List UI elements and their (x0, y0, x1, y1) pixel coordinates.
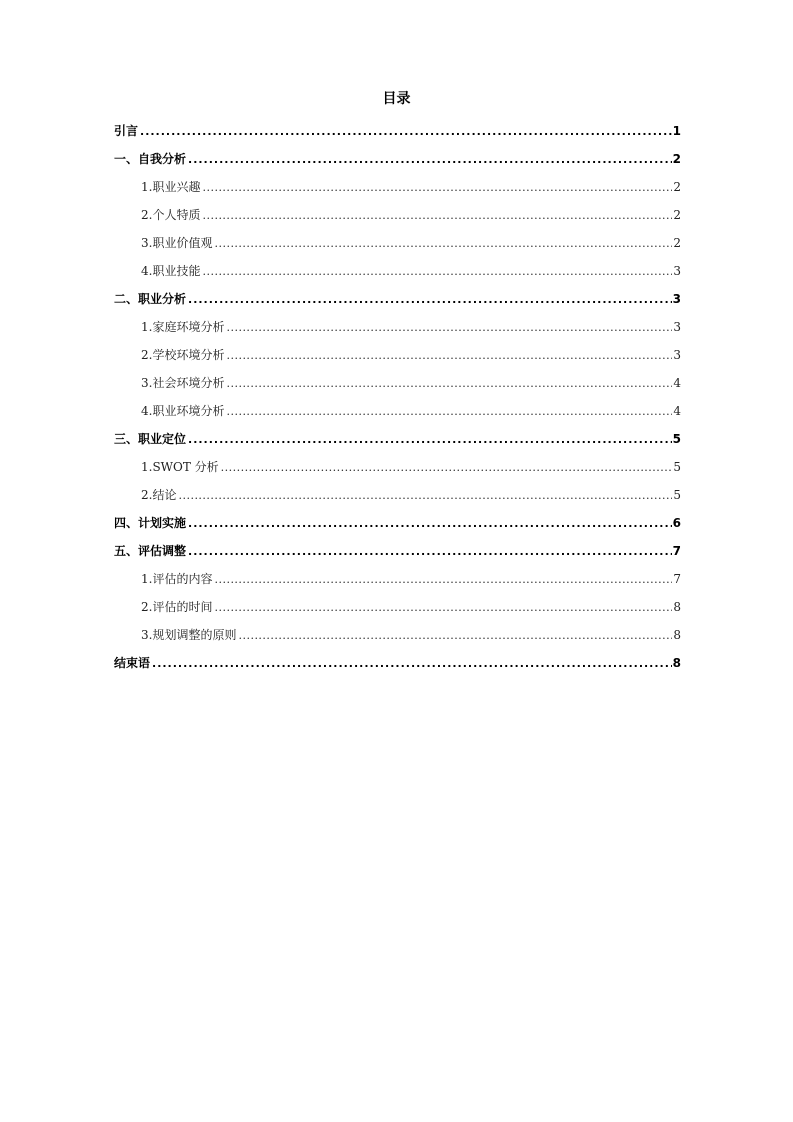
toc-page-number: 3 (672, 292, 681, 306)
toc-page-number: 2 (672, 152, 681, 166)
toc-page-number: 5 (673, 488, 681, 502)
toc-entry-label: 2.评估的时间 (141, 600, 213, 614)
toc-entry-label: 4.职业环境分析 (141, 404, 225, 418)
toc-page-number: 7 (673, 572, 681, 586)
toc-dot-leader (178, 482, 672, 510)
toc-page-number: 8 (672, 656, 681, 670)
toc-dot-leader (226, 398, 672, 426)
toc-section-entry[interactable] (114, 285, 681, 313)
toc-section-entry[interactable] (114, 425, 681, 453)
toc-entry-label: 4.职业技能 (141, 264, 201, 278)
toc-dot-leader (214, 594, 672, 622)
toc-dot-leader (188, 538, 672, 566)
toc-page-number: 3 (673, 264, 681, 278)
toc-page-number: 1 (672, 124, 681, 138)
toc-dot-leader (188, 146, 672, 174)
toc-entry-label: 3.社会环境分析 (141, 376, 225, 390)
toc-section-entry[interactable] (114, 649, 681, 677)
toc-subsection-entry[interactable] (114, 201, 681, 229)
toc-entry-label: 3.职业价值观 (141, 236, 213, 250)
toc-dot-leader (202, 258, 672, 286)
toc-dot-leader (226, 342, 672, 370)
toc-page-number: 7 (672, 544, 681, 558)
toc-page-number: 2 (673, 236, 681, 250)
toc-dot-leader (221, 454, 673, 482)
toc-dot-leader (238, 622, 672, 650)
toc-page-number: 8 (673, 600, 681, 614)
toc-entry-label: 结束语 (114, 656, 151, 670)
toc-page-number: 3 (673, 320, 681, 334)
toc-entry-label: 1.家庭环境分析 (141, 320, 225, 334)
toc-entry-label: 二、职业分析 (114, 292, 187, 306)
toc-page-number: 8 (673, 628, 681, 642)
toc-dot-leader (226, 370, 672, 398)
toc-page-number: 2 (673, 208, 681, 222)
toc-page-number: 4 (673, 404, 681, 418)
toc-entry-label: 一、自我分析 (114, 152, 187, 166)
toc-entry-label: 五、评估调整 (114, 544, 187, 558)
toc-dot-leader (214, 230, 672, 258)
toc-dot-leader (188, 510, 672, 538)
toc-subsection-entry[interactable] (114, 341, 681, 369)
toc-page-number: 6 (672, 516, 681, 530)
toc-subsection-entry[interactable] (114, 257, 681, 285)
toc-entry-label: 2.学校环境分析 (141, 348, 225, 362)
toc-subsection-entry[interactable] (114, 593, 681, 621)
toc-dot-leader (214, 566, 672, 594)
toc-section-entry[interactable] (114, 537, 681, 565)
toc-entry-label: 三、职业定位 (114, 432, 187, 446)
toc-entry-label: 1.评估的内容 (141, 572, 213, 586)
toc-dot-leader (226, 314, 672, 342)
toc-dot-leader (202, 202, 672, 230)
toc-section-entry[interactable] (114, 117, 681, 145)
toc-entry-label: 1.职业兴趣 (141, 180, 201, 194)
toc-subsection-entry[interactable] (114, 369, 681, 397)
toc-subsection-entry[interactable] (114, 621, 681, 649)
toc-entry-label: 3.规划调整的原则 (141, 628, 237, 642)
toc-title: 目录 (382, 91, 411, 107)
toc-entry-label: 2.个人特质 (141, 208, 201, 222)
table-of-contents (114, 117, 681, 677)
toc-entry-label: 四、计划实施 (114, 516, 187, 530)
toc-page-number: 2 (673, 180, 681, 194)
toc-dot-leader (202, 174, 672, 202)
toc-subsection-entry[interactable] (114, 397, 681, 425)
toc-subsection-entry[interactable] (114, 453, 681, 481)
toc-page-number: 5 (672, 432, 681, 446)
toc-subsection-entry[interactable] (114, 313, 681, 341)
toc-subsection-entry[interactable] (114, 481, 681, 509)
toc-dot-leader (152, 650, 672, 678)
toc-subsection-entry[interactable] (114, 173, 681, 201)
toc-dot-leader (140, 118, 672, 146)
toc-entry-label: 1.SWOT 分析 (141, 460, 219, 474)
toc-entry-label: 引言 (114, 124, 139, 138)
toc-dot-leader (188, 426, 672, 454)
toc-subsection-entry[interactable] (114, 565, 681, 593)
toc-page-number: 5 (673, 460, 681, 474)
toc-section-entry[interactable] (114, 145, 681, 173)
toc-page-number: 4 (673, 376, 681, 390)
toc-page-number: 3 (673, 348, 681, 362)
toc-dot-leader (188, 286, 672, 314)
toc-subsection-entry[interactable] (114, 229, 681, 257)
toc-section-entry[interactable] (114, 509, 681, 537)
toc-entry-label: 2.结论 (141, 488, 177, 502)
